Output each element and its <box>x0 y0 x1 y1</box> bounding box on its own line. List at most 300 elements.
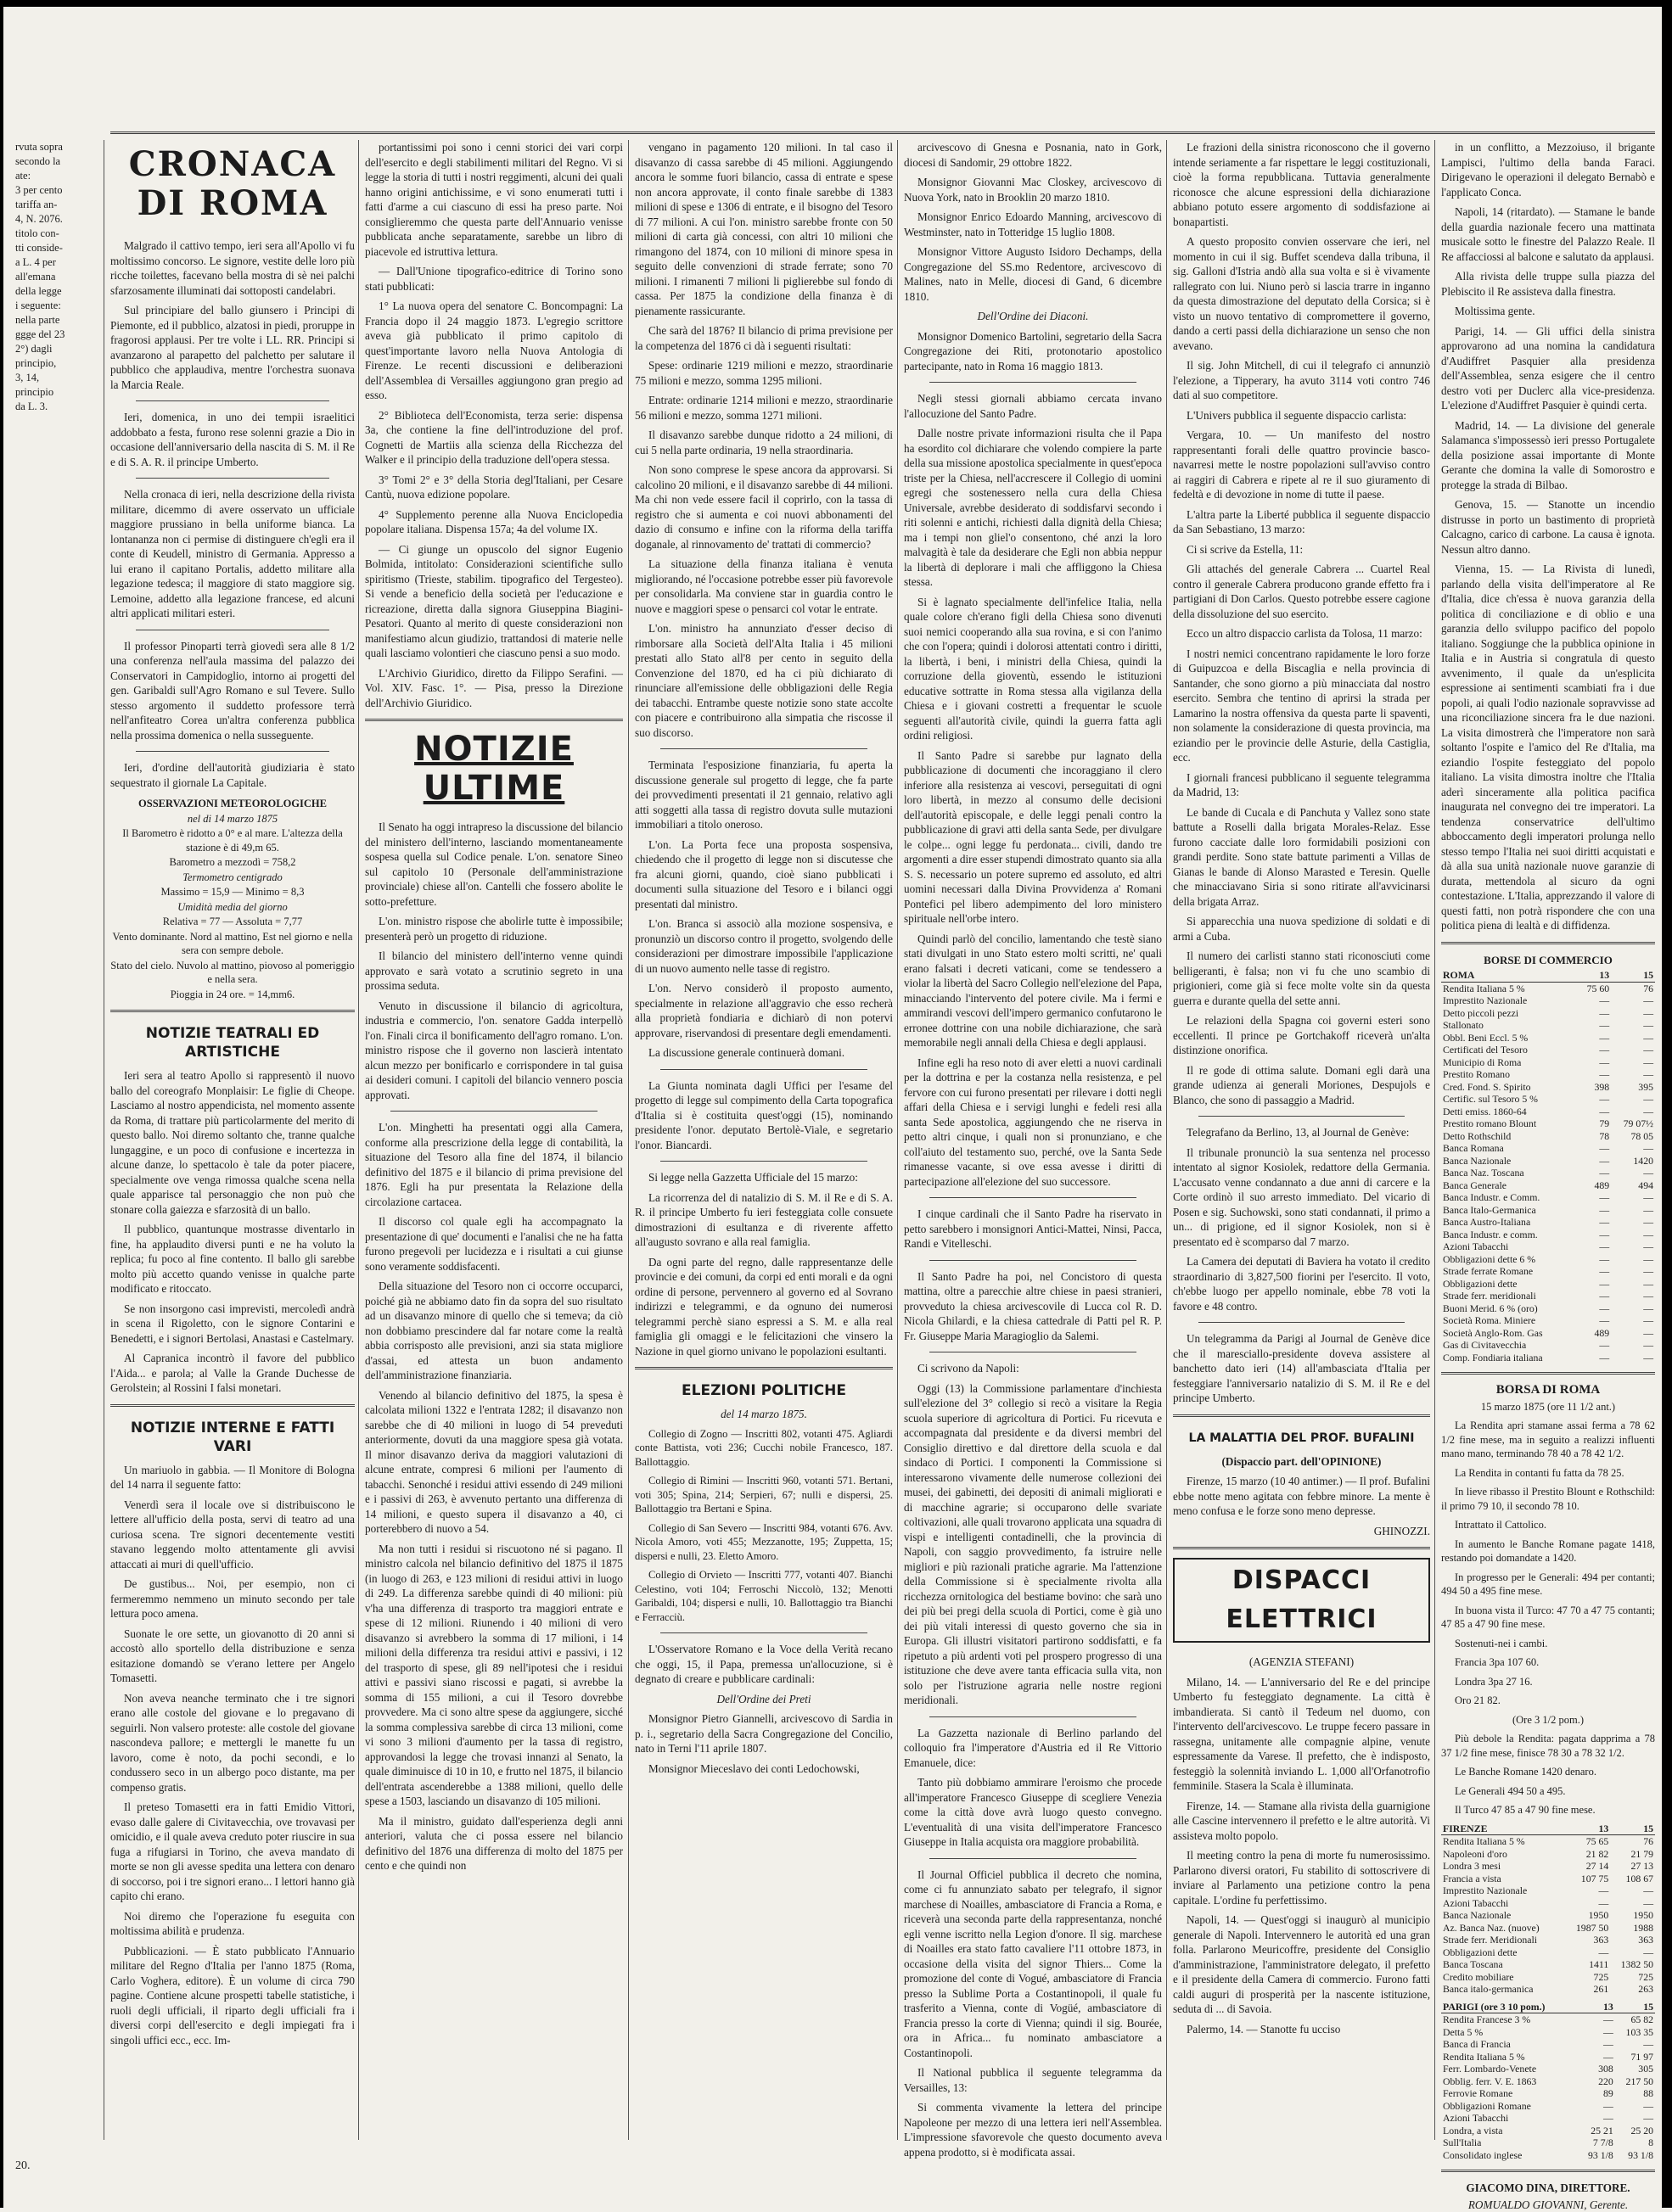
table-header-cell: 15 <box>1610 1823 1655 1835</box>
table-cell: Banca italo-germanica <box>1441 1983 1566 1996</box>
article-paragraph: La ricorrenza del di natalizio di S. M. il Re e di S. A. R. il principe Umberto fu ieri festeggiata colle consuete dimostrazioni di esultanza e di riverente affetto all'augusto sovrano e alla real famiglia. <box>635 1190 893 1250</box>
divider <box>635 1367 893 1369</box>
market-table-firenze <box>1441 1823 1655 1996</box>
divider <box>390 1111 598 1112</box>
table-row <box>1441 1032 1655 1044</box>
column-3 <box>635 140 893 2159</box>
table-row <box>1441 1167 1655 1179</box>
table-cell: 7 7/8 <box>1578 2136 1615 2149</box>
table-cell: Sull'Italia <box>1441 2136 1578 2149</box>
article-paragraph: Un mariuolo in gabbia. — Il Monitore di Bologna del 14 narra il seguente fatto: <box>110 1463 355 1492</box>
table-cell: 220 <box>1578 2075 1615 2088</box>
report-line: La Rendita apri stamane assai ferma a 78 62 1/2 fine mese, ma in seguito a realizzi influenti mano mano, terminando 78 40 a 78 42 1/2. <box>1441 1419 1655 1461</box>
table-cell: 363 <box>1610 1934 1655 1946</box>
table-cell: Strade ferrate Romane <box>1441 1265 1577 1278</box>
weather-line: Umidità media del giorno <box>110 900 355 915</box>
table-cell: — <box>1611 1044 1655 1056</box>
article-paragraph: Le bande di Cucala e di Panchuta y Vallez sono state battute a Roselli dalla brigata Morales-Relaz. Esse furono cacciate dalle loro formidabili posizioni con grandi perdite. Sono state battute parimenti a Villas de Gianas le bande di Alonso Marasted e Teresin. Quelle che minacciavano Siria si sono ritirate all'avvicinarsi della brigata Arraz. <box>1173 805 1430 910</box>
table-row <box>1441 1179 1655 1192</box>
election-result: Collegio di Zogno — Inscritti 802, votanti 475. Agliardi conte Battista, voti 236; Cucchi nobile Francesco, 187. Ballottaggio. <box>635 1427 893 1470</box>
scan-edge-right <box>1662 0 1672 2208</box>
table-row <box>1441 1327 1655 1340</box>
fragment-line: nella parte <box>15 313 100 328</box>
table-cell: 71 97 <box>1615 2051 1655 2064</box>
table-cell: — <box>1577 1352 1611 1364</box>
article-paragraph: arcivescovo di Gnesna e Posnania, nato in Gork, diocesi di Sandomir, 29 ottobre 1822. <box>904 140 1162 170</box>
article-paragraph: I giornali francesi pubblicano il seguente telegramma da Madrid, 13: <box>1173 770 1430 800</box>
table-cell: 363 <box>1566 1934 1611 1946</box>
table-cell: — <box>1611 1240 1655 1253</box>
section-title-notizie-ultime: NOTIZIE ULTIME <box>365 730 623 808</box>
article-paragraph: Monsignor Pietro Giannelli, arcivescovo di Sardia in p. i., segretario della Sacra Congregazione del Concilio, nato in Terni l'11 aprile 1807. <box>635 1711 893 1756</box>
article-paragraph: Il numero dei carlisti stanno stati riconosciuti come belligeranti, è falsa; non vi fu che uno scambio di prigionieri, come già si fece molte volte sin da questa guerra e durante quella del sette anni. <box>1173 949 1430 1008</box>
column-rule <box>1166 140 1167 2140</box>
table-cell: 25 20 <box>1615 2125 1655 2137</box>
table-cell: Prestito Romano <box>1441 1068 1577 1081</box>
table-row <box>1441 1106 1655 1118</box>
article-paragraph: Il sig. John Mitchell, di cui il telegrafo ci annunziò l'elezione, a Tipperary, ha avuto 3114 voti contro 746 dati al suo competitore. <box>1173 358 1430 403</box>
table-row <box>1441 1983 1655 1996</box>
table-cell: Detto piccoli pezzi <box>1441 1007 1577 1020</box>
article-paragraph: Ieri, domenica, in uno dei tempii israelitici addobbato a festa, furono rese solenni grazie a Dio in occasione dell'anniversario della nascita di S. M. il Re e di S. A. R. il principe Umberto. <box>110 410 355 469</box>
divider <box>660 1632 867 1633</box>
subheading: (AGENZIA STEFANI) <box>1173 1655 1430 1670</box>
table-row <box>1441 1278 1655 1291</box>
table-cell: Obbligazioni dette 6 % <box>1441 1253 1577 1266</box>
table-cell: Azioni Tabacchi <box>1441 2112 1578 2125</box>
divider <box>929 1260 1136 1261</box>
article-paragraph: Vergara, 10. — Un manifesto del nostro rappresentanti forali delle quattro provincie basco-navarresi mette le nostre popolazioni sull'avviso contro ai raggiri di Cabrera e ripete al re il suo giuramento di fedeltà e di devozione in nome di tutte il paese. <box>1173 428 1430 502</box>
report-line: Intrattato il Cattolico. <box>1441 1518 1655 1532</box>
article-paragraph: 2° Biblioteca dell'Economista, terza serie: dispensa 3a, che contiene la fine dell'introduzione del prof. Cognetti de Martiis alla scienza della Ricchezza del Walker e il principio della traduzione dell'opera stessa. <box>365 408 623 468</box>
divider <box>1441 1372 1655 1375</box>
article-paragraph: — Ci giunge un opuscolo del signor Eugenio Bolmida, intitolato: Considerazioni scientifiche sullo spiritismo (Trieste, stabilim. tipografico del Tergesteo). Si vende a beneficio della società per l'educazione e ricreazione, diretta dalla signora Giuseppina Biagini-Pesatori. Quanto al merito di queste considerazioni non manifestiamo alcun giudizio, trattandosi di materie nelle quali lasciamo volontieri che ciascuno pensi a suo modo. <box>365 542 623 661</box>
table-cell: — <box>1610 1884 1655 1897</box>
table-row <box>1441 1848 1655 1861</box>
article-paragraph: Napoli, 14 (ritardato). — Stamane le bande della guardia nazionale fecero una mattinata musicale sotto le finestre del Palazzo Reale. Il Re affacciossi al balcone e salutato da applausi. <box>1441 204 1655 264</box>
table-cell: 78 <box>1577 1130 1611 1143</box>
article-paragraph: Spese: ordinarie 1219 milioni e mezzo, straordinarie 75 milioni e mezzo, somma 1295 milioni. <box>635 358 893 388</box>
fragment-line: 3, 14, <box>15 371 100 385</box>
table-cell: Società Roma. Miniere <box>1441 1314 1577 1327</box>
table-cell: — <box>1577 1007 1611 1020</box>
article-paragraph: Ieri sera al teatro Apollo si rappresentò il nuovo ballo del coreografo Monplaisir: Le figlie di Cheope. Lasciamo al nostro appendicista, nel momento assente da Roma, di trattare più particolarmente del merito di questo ballo. Noi diremo soltanto che, tranne qualche lungaggine, e un poco di confusione e incertezza in alcune danze, lo spettacolo è tale da poter piacere, specialmente ove venga rimossa qualche scena nella quale apparisce tal personaggio che non può che stonare colla gaiezza e sfarzosità di un ballo. <box>110 1068 355 1217</box>
article-paragraph: Il preteso Tomasetti era in fatti Emidio Vittori, evaso dalle galere di Civitavecchia, ove trovavasi per omicidio, e il quale aveva creduto poter riuscire in sua fuga a rifugiarsi in Torino, che aveva mandato di morte se non gli avesse spedita una lettera con denaro di soccorso, poi i tre signori erano... I lettori hanno già capito chi erano. <box>110 1800 355 1904</box>
article-paragraph: Telegrafano da Berlino, 13, al Journal de Genève: <box>1173 1125 1430 1140</box>
fragment-line: all'emana <box>15 270 100 284</box>
table-row <box>1441 2136 1655 2149</box>
divider <box>136 478 329 479</box>
table-cell: 8 <box>1615 2136 1655 2149</box>
column-rule <box>1434 140 1435 2140</box>
table-header-cell: PARIGI (ore 3 10 pom.) <box>1441 2001 1578 2013</box>
article-paragraph: Il disavanzo sarebbe dunque ridotto a 24 milioni, di cui 5 nella parte ordinaria, 19 nella straordinaria. <box>635 428 893 457</box>
subheading: Dell'Ordine dei Preti <box>635 1692 893 1707</box>
article-paragraph: Ma non tutti i residui si riscuotono né si pagano. Il ministro calcola nel bilancio definitivo del 1875 il 1875 (in luogo di 263, e 123 milioni di residui attivi in luogo di 249. La differenza sarebbe quindi di 40 milioni: più v'ha una differenza di trasporto tra maggiori entrate e spese di 12 milioni. Riunendo i 40 milioni di vero disavanzo si avrebbero la somma di 17 milioni, i 14 milioni della differenza tra residui attivi e passivi, i 12 del trasporto di spese, gli 89 nell'ipotesi che i residui attivi e passivi siano riscossi e pagati, si avrebbe la somma di 155 milioni, a cui il Tesoro dovrebbe provvedere. Ma ci sono altre spese da aggiungere, sicché la somma complessiva sarebbe di circa 13 milioni, come vi sono 3 milioni d'aumento per la tassa di registro, approvandosi la legge che trovasi innanzi al Senato, la quale diminuisce di 10 in 10, e frutto nel 1875, il bilancio dell'entrata ascenderebbe a 1388 milioni, quello delle spese a 1503, lasciando un disavanzo di 105 milioni. <box>365 1542 623 1809</box>
table-cell: Obbligazioni dette <box>1441 1278 1577 1291</box>
table-row <box>1441 1265 1655 1278</box>
article-paragraph: in un conflitto, a Mezzoiuso, il brigante Lampisci, l'ultimo della banda Faraci. Dirigevano le operazioni il delegato Bernabò e l'applicato Conca. <box>1441 140 1655 199</box>
divider <box>1173 1547 1430 1549</box>
fragment-line: 2°) dagli <box>15 342 100 356</box>
table-row <box>1441 1897 1655 1910</box>
article-paragraph: Il pubblico, quantunque mostrasse diventarlo in fine, ha applaudito diversi punti e ne ha voluto la replica; fu poco al fine contento. Il ballo gli sarebbe molto più accetto quando venisse in qualche parte modificato e ritoccato. <box>110 1222 355 1296</box>
table-cell: Londra 3 mesi <box>1441 1860 1566 1873</box>
table-row <box>1441 1142 1655 1155</box>
article-paragraph: portantissimi poi sono i cenni storici dei vari corpi dell'esercito e degli stabilimenti militari del Regno. Vi si legge la storia di tutti i nostri reggimenti, alcuni dei quali hanno origini antichissime, e vi sono enumerati tutti i fatti d'arme a cui ciascuno di essi ha preso parte. Noi consiglieremmo che questa parte dell'Annuario venisse pubblicata anche separatamente, sarebbe un libro di piacevole ed istruttiva lettura. <box>365 140 623 259</box>
table-cell: — <box>1578 2112 1615 2125</box>
divider <box>660 1161 867 1162</box>
table-cell: 1950 <box>1566 1909 1611 1922</box>
report-line: Francia 3pa 107 60. <box>1441 1655 1655 1670</box>
article-paragraph: Il professor Pinoparti terrà giovedì sera alle 8 1/2 una conferenza nell'aula massima del palazzo dei Conservatori in Campidoglio, intorno ai progetti del gen. Garibaldi sull'Agro Romano e sul Tevere. Sullo stesso argomento il suddetto professore terrà nell'anfiteatro Corea un'altra conferenza pubblica nella prossima domenica o nella susseguente. <box>110 639 355 743</box>
article-paragraph: Terminata l'esposizione finanziaria, fu aperta la discussione generale sul progetto di legge, che fa parte dei provvedimenti presentati il 21 gennaio, relativo agli atti soggetti alla tassa di registro dovuta sulle mutazioni immobiliari a titolo oneroso. <box>635 758 893 832</box>
table-header-row <box>1441 969 1655 982</box>
table-cell: Imprestito Nazionale <box>1441 1884 1566 1897</box>
fragment-line: titolo con- <box>15 227 100 241</box>
borsa-roma-report <box>1441 1419 1655 1817</box>
report-line: Sostenuti-nei i cambi. <box>1441 1637 1655 1651</box>
article-paragraph: L'on. ministro rispose che abolirle tutte è impossibile; presenterà però un progetto di riduzione. <box>365 914 623 944</box>
fragment-line: i seguente: <box>15 299 100 313</box>
table-row <box>1441 2026 1655 2039</box>
divider <box>1441 2170 1655 2172</box>
article-paragraph: Si apparecchia una nuova spedizione di soldati e di armi a Cuba. <box>1173 914 1430 944</box>
article-paragraph: Ecco un altro dispaccio carlista da Tolosa, 11 marzo: <box>1173 626 1430 641</box>
table-cell: — <box>1611 1278 1655 1291</box>
table-row <box>1441 1922 1655 1935</box>
article-paragraph: Ci scrivono da Napoli: <box>904 1361 1162 1376</box>
table-header-cell: 13 <box>1566 1823 1611 1835</box>
table-row <box>1441 1352 1655 1364</box>
article-paragraph: Venendo al bilancio definitivo del 1875, la spesa è calcolata milioni 1322 e l'entrata 1282; il disavanzo non sarebbe che di 40 milioni in luogo di 54 preveduti anteriormente, dovuti da una maggiore spesa già votata. Il minor disavanzo deriva da maggiori valutazioni di alcune entrate, compresi 6 milioni per l'aumento di tabacchi. Senonché i residui attivi essendo di 249 milioni e i passivi di 263, è avvenuto pertanto una differenza di 14 milioni, e questo supera il disavanzo a 40, ci porterebbero di nuovo a 54. <box>365 1388 623 1537</box>
table-row <box>1441 2149 1655 2162</box>
article-paragraph: Monsignor Vittore Augusto Isidoro Dechamps, della Congregazione del SS.mo Redentore, arcivescovo di Malines, nato in Melle, diocesi di Gand, 6 dicembre 1810. <box>904 244 1162 304</box>
section-title-dispacci-elettrici: DISPACCI ELETTRICI <box>1173 1558 1430 1643</box>
article-paragraph: Nella cronaca di ieri, nella descrizione della rivista militare, dicemmo di avere osservato un ufficiale maggiore prussiano in bella uniforme bianca. La lontananza non ci permise di distinguere ch'egli era il conte di Keudell, ministro di Germania. Appresso a lui erano il capitano Portalis, addetto militare alla legazione tedesca; il maggiore di stato maggiore sig. Lemoine, addetto alla legazione francese, ed alcuni altri applicati militari esteri. <box>110 487 355 621</box>
table-cell: Municipio di Roma <box>1441 1056 1577 1069</box>
header-rule <box>110 132 1655 134</box>
article-paragraph: Venuto in discussione il bilancio di agricoltura, industria e commercio, l'on. senatore Gadda interpellò l'on. Finali circa il bonificamento dell'agro romano. L'on. ministro rispose che il governo non lascierà intentato alcun mezzo per bonificarlo e corrispondere in tal guisa ai desideri comuni. I capitoli del bilancio vennero poscia approvati. <box>365 999 623 1103</box>
table-cell: — <box>1611 1068 1655 1081</box>
table-cell: Banca Industr. e comm. <box>1441 1229 1577 1241</box>
table-cell: Stallonato <box>1441 1019 1577 1032</box>
table-cell: — <box>1578 2038 1615 2051</box>
table-cell: Credito mobiliare <box>1441 1971 1566 1984</box>
article-paragraph: Il Santo Padre ha poi, nel Concistoro di questa mattina, oltre a parecchie altre chiese in paesi stranieri, provveduto la chiesa arcivescovile di Lucca col R. D. Nicola Ghilardi, e la chiesa cattedrale di Patti pel R. P. Fr. Giuseppe Maria Maragioglio da Salemi. <box>904 1269 1162 1344</box>
article-paragraph: Firenze, 14. — Stamane alla rivista della guarnigione alle Cascine intervennero il prefetto e le altre autorità. Vi assisteva molto popolo. <box>1173 1799 1430 1844</box>
table-cell: — <box>1611 1142 1655 1155</box>
table-header-cell: FIRENZE <box>1441 1823 1566 1835</box>
table-cell: 1382 50 <box>1610 1958 1655 1971</box>
table-cell: — <box>1611 1352 1655 1364</box>
divider <box>136 751 329 752</box>
table-header-cell: 13 <box>1578 2001 1615 2013</box>
table-cell: Banca Naz. Toscana <box>1441 1167 1577 1179</box>
table-row <box>1441 1240 1655 1253</box>
divider <box>929 1858 1136 1859</box>
table-cell: Rendita Italiana 5 % <box>1441 1835 1566 1848</box>
table-cell: — <box>1611 1302 1655 1315</box>
table-cell: Strade ferr. meridionali <box>1441 1290 1577 1302</box>
table-cell: Banca Nazionale <box>1441 1155 1577 1168</box>
table-cell: Banca Italo-Germanica <box>1441 1204 1577 1217</box>
table-cell: 261 <box>1566 1983 1611 1996</box>
article-paragraph: La situazione della finanza italiana è venuta migliorando, né l'occasione potrebbe esser più favorevole per consolidarla. Ma conviene star in guardia contro le nuove e maggiori spese o pensarci col votar le entrate. <box>635 557 893 616</box>
table-cell: 1987 50 <box>1566 1922 1611 1935</box>
table-cell: Rendita Italiana 5 % <box>1441 2051 1578 2064</box>
market-table-roma <box>1441 969 1655 1364</box>
market-table-parigi <box>1441 2001 1655 2162</box>
article-paragraph: Ci si scrive da Estella, 11: <box>1173 542 1430 557</box>
table-cell: — <box>1611 1339 1655 1352</box>
article-paragraph: Il Journal Officiel pubblica il decreto che nomina, come ci fu annunziato sabato per telegrafo, il signor marchese di Noailles, ambasciatore di Francia a Roma, e riceverà una seconda parte della rappresentanza, nonché egli venne iscritto nella Legion d'onore. Il sig. marchese di Noailles era stato fatto cavaliere l'11 ottobre 1873, in occasione della visita del signor Thiers... Come la promozione del conte di Vogué, ambasciatore di Francia presso la Sublime Porta a Costantinopoli, il quale fu trasferito a Vienna, conte di Vogüé, ambasciatore di Francia presso la corte di Vienna; quindi il sig. Bourée, ora in Africa... fu nominato ambasciatore a Costantinopoli. <box>904 1868 1162 2061</box>
table-cell: 76 <box>1611 982 1655 994</box>
table-row <box>1441 994 1655 1007</box>
table-cell: Banca Austro-Italiana <box>1441 1216 1577 1229</box>
table-row <box>1441 1056 1655 1069</box>
table-cell: — <box>1611 1191 1655 1204</box>
table-cell: — <box>1578 2013 1615 2026</box>
table-cell: — <box>1611 1229 1655 1241</box>
table-row <box>1441 1081 1655 1094</box>
fragment-line: principio <box>15 385 100 400</box>
table-cell: 79 07½ <box>1611 1117 1655 1130</box>
divider <box>365 719 623 721</box>
table-header-row <box>1441 1823 1655 1835</box>
table-header-cell: ROMA <box>1441 969 1577 982</box>
table-cell: 107 75 <box>1566 1873 1611 1885</box>
report-line: Le Generali 494 50 a 495. <box>1441 1784 1655 1799</box>
article-paragraph: Il Santo Padre si sarebbe pur lagnato della pubblicazione di documenti che incoraggiano il clero inferiore alla resistenza ai vescovi, perseguitati di ogni loro libertà, in mezzo al consumo delle decisioni dell'autorità episcopale, e delle leggi penali contro la pubblicazione di gravi atti della santa Sede, per divulgare le colpe... ogni legge fu perdonata... civili, dando tre argomenti a dire esser stupendi dimostrato quanto sia alla S. S. necessario un potere supremo ed assoluto, ed altri uomini necessari dalla Divina Provvidenza a' Romani Pontefici pel libero adempimento del loro ministero spirituale nell'orbe intero. <box>904 748 1162 927</box>
gerente-signoff: ROMUALDO GIOVANNI, Gerente. <box>1441 2198 1655 2212</box>
table-header-cell: 15 <box>1615 2001 1655 2013</box>
article-paragraph: De gustibus... Noi, per esempio, non ci fermeremmo nemmeno un minuto secondo per tale lettura poco amena. <box>110 1576 355 1621</box>
table-cell: — <box>1577 1302 1611 1315</box>
table-row <box>1441 2051 1655 2064</box>
article-paragraph: Negli stessi giornali abbiamo cercata invano l'allocuzione del Santo Padre. <box>904 391 1162 421</box>
table-header-cell: 13 <box>1577 969 1611 982</box>
article-paragraph: Monsignor Mieceslavo dei conti Ledochowski, <box>635 1761 893 1777</box>
table-cell: — <box>1615 2100 1655 2113</box>
weather-line: Il Barometro è ridotto a 0° e al mare. L'altezza della stazione è di 49,m 65. <box>110 826 355 854</box>
column-2 <box>365 140 623 2159</box>
table-cell: — <box>1577 1106 1611 1118</box>
article-paragraph: Che sarà del 1876? Il bilancio di prima previsione per la competenza del 1876 ci dà i seguenti risultati: <box>635 323 893 353</box>
table-cell: Cred. Fond. S. Spirito <box>1441 1081 1577 1094</box>
section-title-malattia: LA MALATTIA DEL PROF. BUFALINI <box>1173 1429 1430 1448</box>
table-row <box>1441 1909 1655 1922</box>
table-cell: 398 <box>1577 1081 1611 1094</box>
section-title-elezioni: ELEZIONI POLITICHE <box>635 1381 893 1400</box>
subheading: (Dispaccio part. dell'OPINIONE) <box>1173 1454 1430 1470</box>
table-row <box>1441 2038 1655 2051</box>
table-cell: — <box>1566 1884 1611 1897</box>
table-cell: 103 35 <box>1615 2026 1655 2039</box>
table-cell: — <box>1615 2038 1655 2051</box>
section-title-notizie-interne: NOTIZIE INTERNE E FATTI VARI <box>110 1419 355 1456</box>
article-paragraph: Da ogni parte del regno, dalle rappresentanze delle provincie e dei comuni, da corpi ed enti morali e da ogni ordine di persone, pervennero al governo ed al Sovrano indirizzi e telegrammi, e da ognuno dei numerosi telegrammi perchè siano espressi a S. M. e alla real famiglia gli omaggi e le felicitazioni che vinsero la Nazione in quel giorno univano le popolazioni esultanti. <box>635 1255 893 1359</box>
table-cell: — <box>1611 1314 1655 1327</box>
column-rule <box>358 140 359 2140</box>
subheading: Dell'Ordine dei Diaconi. <box>904 309 1162 324</box>
table-cell: 88 <box>1615 2087 1655 2100</box>
table-cell: 89 <box>1578 2087 1615 2100</box>
table-cell: Azioni Tabacchi <box>1441 1240 1577 1253</box>
table-cell: — <box>1577 1032 1611 1044</box>
table-row <box>1441 1093 1655 1106</box>
table-cell: — <box>1610 1946 1655 1959</box>
article-paragraph: Milano, 14. — L'anniversario del Re e del principe Umberto fu festeggiato degnamente. La città è imbandierata. Si cantò il Tedeum nel duomo, con l'intervento dell'arcivescovo. Le truppe fecero passare in rassegna, unitamente alle compagnie alpine, venute espressamente da Varese. Il prefetto, che è indisposto, festeggiò la solennità inviando L. 1,000 all'Orfanotrofio femminile. Stasera la Scala è illuminata. <box>1173 1675 1430 1794</box>
table-cell: Az. Banca Naz. (nuove) <box>1441 1922 1566 1935</box>
weather-observations <box>110 797 355 1001</box>
table-cell: 79 <box>1577 1117 1611 1130</box>
table-row <box>1441 1314 1655 1327</box>
table-cell: 93 1/8 <box>1578 2149 1615 2162</box>
table-cell: Prestito romano Blount <box>1441 1117 1577 1130</box>
table-cell: — <box>1611 1216 1655 1229</box>
column-6 <box>1441 140 1655 2159</box>
table-row <box>1441 2013 1655 2026</box>
section-title-borsa-roma: BORSA DI ROMA <box>1441 1383 1655 1398</box>
article-paragraph: 1° La nuova opera del senatore C. Boncompagni: La Francia dopo il 24 maggio 1873. L'egregio scrittore aveva già pubblicato il primo capitolo di quest'importante lavoro nella Nuova Antologia di Firenze. Le recenti discussioni e deliberazioni dell'Assemblea di Versailles aggiungono gran pregio ad esso. <box>365 299 623 403</box>
article-paragraph: L'on. Nervo considerò il proposto aumento, specialmente in relazione all'aggravio che esso recherà alla proprietà fondiaria e dichiarò di non potervi approvare, riservandosi di presentare degli emendamenti. <box>635 981 893 1040</box>
fragment-line: tariffa an- <box>15 198 100 212</box>
fragment-line: tti conside- <box>15 241 100 255</box>
left-page-fragment <box>15 140 100 414</box>
table-cell: 494 <box>1611 1179 1655 1192</box>
article-paragraph: Il meeting contro la pena di morte fu numerosissimo. Parlarono diversi oratori, Fu stabilito di sottoscrivere di inviare al Parlamento una petizione contro la pena capitale. L'ordine fu perfettissimo. <box>1173 1848 1430 1907</box>
table-cell: 108 67 <box>1610 1873 1655 1885</box>
article-paragraph: Moltissima gente. <box>1441 304 1655 319</box>
table-row <box>1441 1130 1655 1143</box>
table-cell: Banca Toscana <box>1441 1958 1566 1971</box>
weather-line: Massimo = 15,9 — Minimo = 8,3 <box>110 885 355 899</box>
report-line: In lieve ribasso il Prestito Blount e Rothschild: il primo 79 10, il secondo 78 10. <box>1441 1485 1655 1513</box>
weather-date: nel di 14 marzo 1875 <box>110 812 355 826</box>
table-cell: — <box>1577 1265 1611 1278</box>
article-paragraph: Sul principiare del ballo giunsero i Principi di Piemonte, ed il pubblico, alzatosi in piedi, proruppe in fragorosi applausi. Per tre volte i LL. RR. Principi si avanzarono al parapetto del palchetto per salutare il pubblico che applaudiva, mentre l'orchestra suonava la Marcia Reale. <box>110 303 355 392</box>
report-line: Più debole la Rendita: pagata dapprima a 78 37 1/2 fine mese, finisce 78 30 a 78 32 1/2. <box>1441 1732 1655 1760</box>
table-cell: 305 <box>1615 2063 1655 2075</box>
table-cell: 75 65 <box>1566 1835 1611 1848</box>
table-cell: Napoleoni d'oro <box>1441 1848 1566 1861</box>
report-line: In aumento le Banche Romane pagate 1418, restando poi domandate a 1420. <box>1441 1537 1655 1565</box>
section-title-borse-commercio: BORSE DI COMMERCIO <box>1441 953 1655 968</box>
table-cell: Certificati del Tesoro <box>1441 1044 1577 1056</box>
article-paragraph: Infine egli ha reso noto di aver eletti a nuovi cardinali per la dottrina e per la costanza nella resistenza, e pel fervore con cui furono presentati per rilevare i dotti negli affari della Chiesa e i servigi lunghi e fedeli resi alla santa Sede apostolica, aggiungendo che ne riserva in petto altri cinque, i quali non si pronunziano, e che coll'aiuto del testamento suo, perché, ove la Santa Sede rimanesse vacante, si ove essa avesse i diritti di partecipazione all'elezione del suo successore. <box>904 1056 1162 1190</box>
table-cell: 217 50 <box>1615 2075 1655 2088</box>
table-cell: — <box>1577 1314 1611 1327</box>
table-cell: Buoni Merid. 6 % (oro) <box>1441 1302 1577 1315</box>
article-paragraph: La Giunta nominata dagli Uffici per l'esame del progetto di legge sul compimento della Carta topografica d'Italia si è costituita quest'oggi (15), nominando presidente l'onor. deputato Bertolè-Viale, e segretario l'onor. Biancardi. <box>635 1078 893 1153</box>
elections-date: del 14 marzo 1875. <box>635 1407 893 1422</box>
divider <box>929 1716 1136 1717</box>
table-cell: — <box>1611 994 1655 1007</box>
table-cell: Obblig. ferr. V. E. 1863 <box>1441 2075 1578 2088</box>
table-cell: Banca Nazionale <box>1441 1909 1566 1922</box>
article-paragraph: Non aveva neanche terminato che i tre signori erano alle costole del giovane e lo pregavano di seguirli. Non valsero proteste: alle costole del giovane nascondeva pallore; e mettergli le manette fu un lavoro, come è noto, da pochi secondi, e lo condussero seco in un albergo poco distante, ma per compenso gratis. <box>110 1691 355 1795</box>
table-cell: 78 05 <box>1611 1130 1655 1143</box>
table-cell: Detto Rothschild <box>1441 1130 1577 1143</box>
table-row <box>1441 1068 1655 1081</box>
table-row <box>1441 1204 1655 1217</box>
divider <box>1198 1116 1405 1117</box>
table-row <box>1441 1019 1655 1032</box>
fragment-line: della legge <box>15 284 100 299</box>
article-paragraph: Gli attachés del generale Cabrera ... Cuartel Real contro il generale Cabrera producono grande effetto fra i partigiani di Don Carlos. Questo potrebbe essere cagione della dissoluzione del suo esercito. <box>1173 562 1430 621</box>
report-line: (Ore 3 1/2 pom.) <box>1441 1713 1655 1728</box>
table-cell: — <box>1611 1290 1655 1302</box>
election-result: Collegio di Rimini — Inscritti 960, votanti 571. Bertani, voti 305; Spina, 214; Serpieri, 67; nulli e dispersi, 25. Ballottaggio tra Bertani e Spina. <box>635 1474 893 1516</box>
fragment-line: secondo la <box>15 154 100 169</box>
table-cell: 489 <box>1577 1327 1611 1340</box>
table-cell: Detti emiss. 1860-64 <box>1441 1106 1577 1118</box>
divider <box>660 748 867 749</box>
article-paragraph: L'Osservatore Romano e la Voce della Verità recano che oggi, 15, il Papa, premessa un'allocuzione, si è degnato di creare e pubblicare cardinali: <box>635 1642 893 1687</box>
table-cell: Banca Romana <box>1441 1142 1577 1155</box>
article-paragraph: Il National pubblica il seguente telegramma da Versailles, 13: <box>904 2065 1162 2095</box>
table-cell: — <box>1577 994 1611 1007</box>
section-title-teatri: NOTIZIE TEATRALI ED ARTISTICHE <box>110 1024 355 1061</box>
article-paragraph: Un telegramma da Parigi al Journal de Genève dice che il maresciallo-presidente doveva assistere al banchetto dato ieri (14) all'ambasciata d'Italia per festeggiare l'anniversario natalizio di S. M. il Re e del principe Umberto. <box>1173 1331 1430 1406</box>
divider <box>1198 1322 1405 1323</box>
article-paragraph: Madrid, 14. — La divisione del generale Salamanca s'impossessò ieri presso Portugalete della posizione assai importante di Monte Gerante che domina la valle di Somorostro e protegge la strada di Bilbao. <box>1441 418 1655 493</box>
page-number: 20. <box>15 2159 31 2173</box>
table-cell: — <box>1577 1068 1611 1081</box>
article-paragraph: L'Archivio Giuridico, diretto da Filippo Serafini. — Vol. XIV. Fasc. 1°. — Pisa, presso la Direzione dell'Archivio Giuridico. <box>365 666 623 711</box>
article-paragraph: Noi diremo che l'operazione fu eseguita con moltissima abilità e prudenza. <box>110 1909 355 1939</box>
table-header-cell: 15 <box>1611 969 1655 982</box>
article-paragraph: Pubblicazioni. — È stato pubblicato l'Annuario militare del Regno d'Italia per l'anno 1875 (Roma, Carlo Voghera, editore). È un volume di circa 790 pagine. Contiene alcune prospetti tabelle statistiche, i ruoli degli ufficiali, il riparto degli ufficiali fra i diversi corpi dell'esercito e degli impiegati fra i singoli uffici ecc., ecc. Im- <box>110 1944 355 2048</box>
article-paragraph: vengano in pagamento 120 milioni. In tal caso il disavanzo di cassa sarebbe di 45 milioni. Aggiungendo ancora le somme fuori bilancio, cassa di entrate e spese non ancora approvate, il conto finale sarebbe di 1383 milioni di spese e 1306 di entrate, e il bisogno del Tesoro di 77 milioni. A cui l'on. ministro sarebbe fronte con 50 milioni di carta già concessi, con altri 10 milioni che rimangono del 1874, con 10 milioni di minore spesa in seguito delle convenzioni di strade ferrate; sono 70 milioni. I rimanenti 7 milioni li piglierebbe sul fondo di cassa. Per 1875 la condizione della finanza è di pienamente rassicurante. <box>635 140 893 318</box>
table-cell: — <box>1611 1007 1655 1020</box>
article-paragraph: Malgrado il cattivo tempo, ieri sera all'Apollo vi fu moltissimo concorso. Le signore, vestite delle loro più ricche toilettes, facevano bella mostra di sè nei palchi sfarzosamente illuminati dai sottoposti candelabri. <box>110 238 355 298</box>
election-result: Collegio di San Severo — Inscritti 984, votanti 676. Avv. Nicola Amoro, voti 455; Mezzanotte, 195; Zuppetta, 15; dispersi e nulli, 23. Eletto Amoro. <box>635 1521 893 1564</box>
fragment-line: principio, <box>15 356 100 371</box>
table-cell: Detta 5 % <box>1441 2026 1578 2039</box>
article-paragraph: Venerdì sera il locale ove si distribuiscono le lettere all'ufficio della posta, servi di teatro ad una curiosa scena. Tre signori decentemente vestiti stavano leggendo molto attentamente gli avvisi attaccati ai muri di quell'ufficio. <box>110 1498 355 1572</box>
table-cell: Gas di Civitavecchia <box>1441 1339 1577 1352</box>
table-cell: — <box>1577 1204 1611 1217</box>
table-row <box>1441 1884 1655 1897</box>
article-paragraph: Se non insorgono casi imprevisti, mercoledì andrà in scena il Rigoletto, con le signore Contarini e Benedetti, e i signori Bertolasi, Anastasi e Castelmary. <box>110 1302 355 1347</box>
table-cell: 1420 <box>1611 1155 1655 1168</box>
table-cell: 21 82 <box>1566 1848 1611 1861</box>
table-row <box>1441 2063 1655 2075</box>
article-paragraph: Della situazione del Tesoro non ci occorre occuparci, poiché già ne abbiamo dato fin da sopra del suo risultato ad un disavanzo minore di quello che si temeva; da ciò non dobbiamo prescindere dal far notare come la realtà abbia corrisposto alle previsioni, anzi sia stata migliore d'assai, ed attesta un buon andamento dell'amministrazione finanziaria. <box>365 1279 623 1383</box>
table-cell: — <box>1611 1019 1655 1032</box>
article-paragraph: Si legge nella Gazzetta Ufficiale del 15 marzo: <box>635 1170 893 1185</box>
table-cell: 489 <box>1577 1179 1611 1192</box>
weather-line: Stato del cielo. Nuvolo al mattino, piovoso al pomeriggio e nella sera. <box>110 959 355 987</box>
article-paragraph: Le frazioni della sinistra riconoscono che il governo intende seriamente a far rispettare le leggi costituzionali, cioè la forma repubblicana. Tuttavia generalmente riconosce che alcune espressioni della dichiarazione abbiano potuto essere argomento di soddisfazione ai bonapartisti. <box>1173 140 1430 229</box>
table-cell: 1411 <box>1566 1958 1611 1971</box>
subheading: 15 marzo 1875 (ore 11 1/2 ant.) <box>1441 1400 1655 1414</box>
fragment-line: ate: <box>15 169 100 183</box>
table-cell: — <box>1610 1897 1655 1910</box>
article-paragraph: Entrate: ordinarie 1214 milioni e mezzo, straordinarie 56 milioni e mezzo, somma 1271 milioni. <box>635 393 893 423</box>
article-paragraph: La discussione generale continuerà domani. <box>635 1045 893 1061</box>
table-row <box>1441 1290 1655 1302</box>
article-paragraph: A questo proposito convien osservare che ieri, nel momento in cui il sig. Buffet scendeva dalla tribuna, il sig. Galloni d'Istria andò alla sua volta e si è vivamente rallegrato con lui. Niuno però si lascia trarre in inganno da questa dimostrazione del deputato della Corsica; si è visto un nuovo tentativo di compromettere il governo, dando a certi passi della dichiarazione un senso che non avevano. <box>1173 234 1430 353</box>
table-cell: — <box>1611 1327 1655 1340</box>
table-cell: — <box>1577 1142 1611 1155</box>
table-cell: — <box>1577 1044 1611 1056</box>
table-cell: — <box>1577 1019 1611 1032</box>
article-paragraph: Il tribunale pronunciò la sua sentenza nel processo intentato al signor Kosiolek, redattore della Germania. L'accusato venne condannato a due anni di carcere e la Corte ordinò il suo arresto immediato. Del vicario di Posen e sig. Suchowski, sono stati condannati, il primo a un... di prigione, ed il signor Kosiolek, non si è presentato ed è scomparso dal 7 marzo. <box>1173 1145 1430 1250</box>
report-line: Il Turco 47 85 a 47 90 fine mese. <box>1441 1803 1655 1817</box>
